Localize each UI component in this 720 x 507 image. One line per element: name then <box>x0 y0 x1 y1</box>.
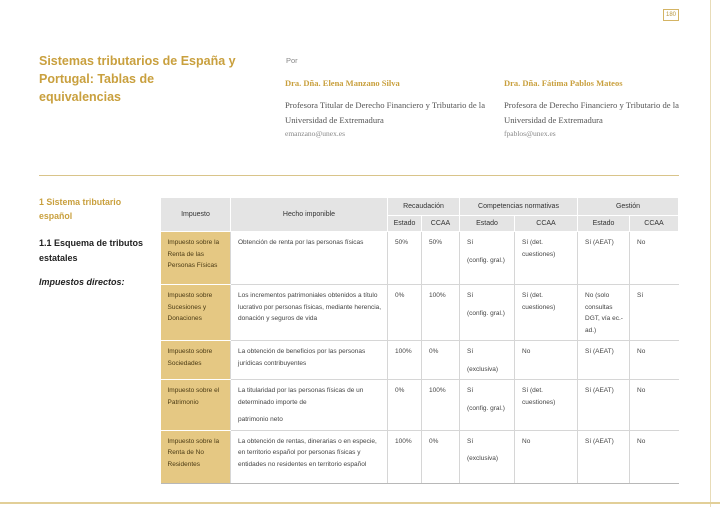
page-number: 180 <box>663 9 679 21</box>
footer-divider <box>0 502 720 504</box>
comp-estado-cell <box>460 285 515 341</box>
comp-note: (config. gral.) <box>467 256 505 264</box>
hecho-imponible-cell: La obtención de beneficios por las personas jurídicas contribuyentes <box>231 341 388 380</box>
rec-ccaa-cell: 50% <box>422 232 460 285</box>
table-row <box>161 232 679 285</box>
header-competencias: Competencias normativas <box>460 198 578 216</box>
rec-estado-cell: 50% <box>388 232 422 285</box>
header-gest-ccaa: CCAA <box>630 216 679 232</box>
comp-note: (exclusiva) <box>467 365 499 373</box>
table-header-row <box>161 198 679 216</box>
page-title: Sistemas tributarios de España y Portugal: Tablas de equivalencias <box>39 54 236 104</box>
author-email[interactable]: emanzano@unex.es <box>285 129 346 138</box>
gest-ccaa-cell: No <box>630 380 679 431</box>
tax-table <box>160 197 679 484</box>
rec-estado-cell: 0% <box>388 285 422 341</box>
table-row <box>161 380 679 431</box>
section-title: 1 Sistema tributario español <box>39 197 122 221</box>
header-rec-ccaa: CCAA <box>422 216 460 232</box>
comp-ccaa-cell: Sí (det. cuestiones) <box>515 380 578 431</box>
author-role: Profesora Titular de Derecho Financiero y Tributario de la Universidad de Extremadura <box>285 100 486 125</box>
table-row <box>161 341 679 380</box>
comp-estado-cell <box>460 232 515 285</box>
gest-ccaa-cell: No <box>630 232 679 285</box>
gest-estado-cell: No (solo consultas DGT, vía ec.-ad.) <box>578 285 630 341</box>
gest-estado-cell: Sí (AEAT) <box>578 341 630 380</box>
subsection-title: 1.1 Esquema de tributos estatales <box>39 238 144 263</box>
comp-ccaa-cell: No <box>515 341 578 380</box>
comp-ccaa-cell: No <box>515 430 578 483</box>
hecho-imponible-cell: Obtención de renta por las personas físicas <box>231 232 388 285</box>
gest-ccaa-cell: Sí <box>630 285 679 341</box>
table-row <box>161 285 679 341</box>
rec-ccaa-cell: 0% <box>422 430 460 483</box>
header-gest-estado: Estado <box>578 216 630 232</box>
comp-value: Sí <box>467 387 474 394</box>
rec-estado-cell: 100% <box>388 341 422 380</box>
gest-estado-cell: Sí (AEAT) <box>578 232 630 285</box>
header-impuesto: Impuesto <box>161 198 231 232</box>
header-recaudacion: Recaudación <box>388 198 460 216</box>
comp-value: Sí <box>467 348 474 355</box>
header-hecho-imponible: Hecho imponible <box>231 198 388 232</box>
comp-value: Sí <box>467 437 474 445</box>
gest-ccaa-cell: No <box>630 430 679 483</box>
tax-name: Impuesto sobre el Patrimonio <box>161 380 231 431</box>
comp-note: (config. gral.) <box>467 309 505 317</box>
header-comp-ccaa: CCAA <box>515 216 578 232</box>
author-name: Dra. Dña. Elena Manzano Silva <box>285 78 400 88</box>
hecho-imponible-cell: La obtención de rentas, dinerarias o en especie, en territorio español por personas físicas y entidades no residentes en territorio español <box>231 430 388 483</box>
author-block-2 <box>504 77 719 140</box>
author-email[interactable]: fpablos@unex.es <box>504 129 556 138</box>
comp-estado-cell <box>460 430 515 483</box>
gest-estado-cell: Sí (AEAT) <box>578 430 630 483</box>
hecho-line: La titularidad por las personas físicas de un determinado importe de <box>238 387 364 406</box>
tax-name: Impuesto sobre la Renta de las Personas Físicas <box>161 232 231 285</box>
gest-estado-cell: Sí (AEAT) <box>578 380 630 431</box>
gest-ccaa-cell: No <box>630 341 679 380</box>
author-name: Dra. Dña. Fátima Pablos Mateos <box>504 78 623 88</box>
rec-ccaa-cell: 100% <box>422 380 460 431</box>
subsection-subheading: Impuestos directos: <box>39 277 125 287</box>
header-divider <box>39 175 679 176</box>
comp-value: Sí <box>467 239 474 246</box>
header-rec-estado: Estado <box>388 216 422 232</box>
hecho-imponible-cell: Los incrementos patrimoniales obtenidos a título lucrativo por personas físicas, mediante herencia, donación y seguros de vida <box>231 285 388 341</box>
comp-ccaa-cell: Sí (det. cuestiones) <box>515 232 578 285</box>
tax-name: Impuesto sobre la Renta de No Residentes <box>161 430 231 483</box>
rec-estado-cell: 100% <box>388 430 422 483</box>
header-gestion: Gestión <box>578 198 679 216</box>
comp-estado-cell <box>460 341 515 380</box>
rec-estado-cell: 0% <box>388 380 422 431</box>
rec-ccaa-cell: 100% <box>422 285 460 341</box>
tax-name: Impuesto sobre Sociedades <box>161 341 231 380</box>
comp-ccaa-cell: Sí (det. cuestiones) <box>515 285 578 341</box>
hecho-imponible-cell <box>231 380 388 431</box>
tax-name: Impuesto sobre Sucesiones y Donaciones <box>161 285 231 341</box>
page-edge-line <box>710 0 711 507</box>
by-label: Por <box>286 56 298 65</box>
rec-ccaa-cell: 0% <box>422 341 460 380</box>
comp-note: (exclusiva) <box>467 455 499 462</box>
hecho-line: patrimonio neto <box>238 416 283 423</box>
header-comp-estado: Estado <box>460 216 515 232</box>
author-block-1 <box>285 77 500 140</box>
comp-value: Sí <box>467 292 474 299</box>
author-role: Profesora de Derecho Financiero y Tributario de la Universidad de Extremadura <box>504 100 679 125</box>
table-row <box>161 430 679 483</box>
comp-estado-cell <box>460 380 515 431</box>
comp-note: (config. gral.) <box>467 404 505 412</box>
